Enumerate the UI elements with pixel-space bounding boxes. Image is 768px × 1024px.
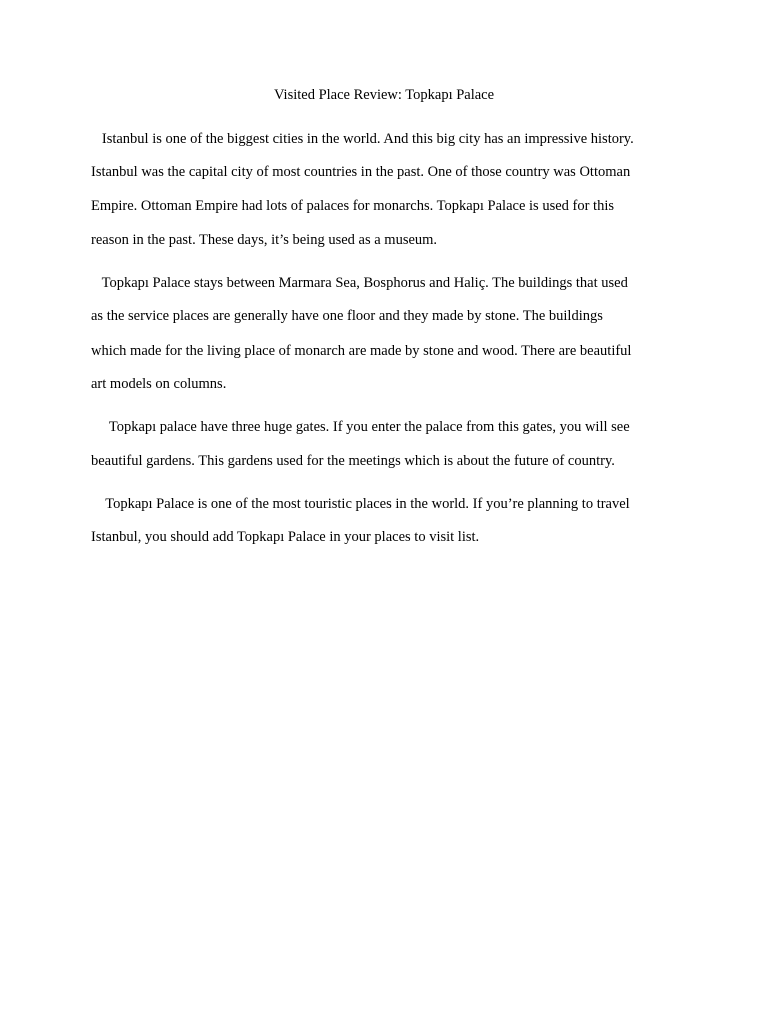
paragraph-2-line-2: as the service places are generally have one floor and they made by stone. The buildings (91, 308, 603, 324)
paragraph-1-line-1: Istanbul is one of the biggest cities in the world. And this big city has an impressive history. (91, 131, 634, 147)
paragraph-4-line-2: Istanbul, you should add Topkapı Palace in your places to visit list. (91, 529, 480, 545)
paragraph-1-line-2: Istanbul was the capital city of most countries in the past. One of those country was Ottoman (91, 164, 631, 180)
paragraph-1-line-3: Empire. Ottoman Empire had lots of palaces for monarchs. Topkapı Palace is used for this (91, 198, 614, 214)
paragraph-1-line-4: reason in the past. These days, it’s being used as a museum. (91, 232, 438, 248)
paragraph-3-line-1: Topkapı palace have three huge gates. If you enter the palace from this gates, you will see (91, 419, 630, 435)
document-title: Visited Place Review: Topkapı Palace (273, 87, 495, 103)
paragraph-4-line-1: Topkapı Palace is one of the most touristic places in the world. If you’re planning to travel (91, 496, 630, 512)
paragraph-2-line-4: art models on columns. (91, 376, 227, 392)
paragraph-2-line-3: which made for the living place of monarch are made by stone and wood. There are beautiful (91, 343, 632, 359)
paragraph-3-line-2: beautiful gardens. This gardens used for the meetings which is about the future of country. (91, 453, 615, 469)
paragraph-2-line-1: Topkapı Palace stays between Marmara Sea, Bosphorus and Haliç. The buildings that used (91, 275, 628, 291)
